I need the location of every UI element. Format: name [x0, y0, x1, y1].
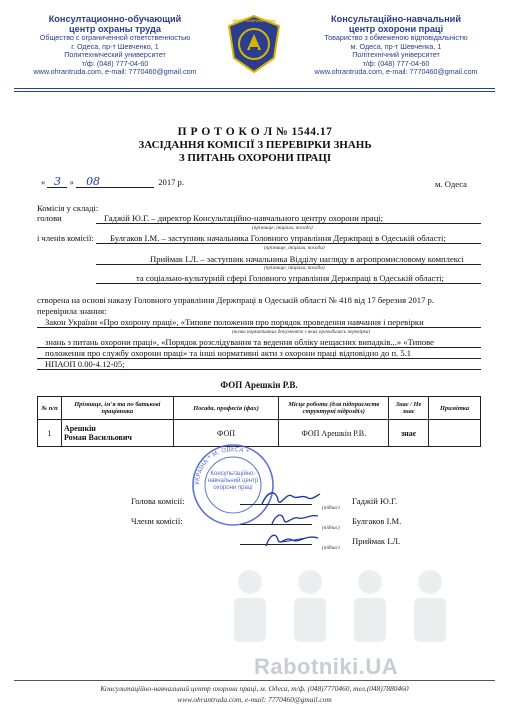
header-left: [20, 14, 210, 77]
cell-number: 1: [38, 420, 62, 447]
basis-law-3: положення про службу охорони праці» та інші нормативні акти з охорони праці відповідно до п. 5.1: [37, 348, 481, 359]
commission-member-2b: та соціально-культурній сфері Головного управління Держпраці в Одеській області;: [96, 273, 481, 284]
sign-member-2-name: Приймак І.Л.: [352, 536, 401, 546]
cell-name: Арешкін Роман Васильович: [61, 420, 173, 447]
header-right-line1: Товариство з обмеженою відповідальністю: [324, 33, 468, 42]
sign-member-2-hint: (підпис): [322, 545, 340, 551]
date-open-quote: «: [41, 177, 46, 187]
th-position: Посада, професія (фах): [173, 397, 279, 420]
company-name: ФОП Арешкін Р.В.: [220, 380, 298, 390]
header-right-line5: www.ohrantruda.com, e-mail: 7770460@gmail.com: [314, 67, 478, 77]
commission-member-2-hint: (прізвище, ініціали, посада): [264, 265, 325, 271]
header-left-line5: www.ohrantruda.com, e-mail: 7770460@gmail.com: [33, 67, 197, 77]
footer-line-2: www.ohrantruda.com, e-mail: 7770460@gmail.com: [177, 695, 332, 704]
stamp-inner-2: навчальний центр: [207, 478, 259, 484]
header-right-title2: центр охорони праці: [348, 24, 444, 34]
header-right: [298, 14, 494, 77]
protocol-subtitle-2: З ПИТАНЬ ОХОРОНИ ПРАЦІ: [178, 152, 332, 164]
header-left-line3: Политехнический университет: [64, 50, 166, 60]
header-right-line4: т/ф: (048) 777-04-60: [362, 58, 430, 68]
commission-member-1: Булгаков І.М. – заступник начальника Головного управління Держпраці в Одеській області;: [96, 233, 481, 244]
sign-members-label: Члени комісії:: [131, 516, 183, 526]
date-close-quote: »: [69, 177, 74, 187]
stamp-inner-3: охорони праці: [213, 485, 253, 491]
commission-members-label: і членів комісії:: [37, 233, 94, 243]
header-left-line2: г. Одеса, пр-т Шевченко, 1: [71, 41, 159, 51]
th-note: Примітка: [429, 397, 481, 420]
stamp-inner-1: Консультаційно-: [210, 471, 256, 477]
header-left-title1: Консултационно-обучающий: [48, 14, 182, 24]
date-city: м. Одеса: [435, 179, 467, 189]
logo-text: ЦЕНТР ОХОРОНИ ПРАЦІ: [232, 19, 276, 23]
header-left-line1: Общество с ограниченной ответственностью: [39, 33, 191, 42]
cell-result: знає: [389, 420, 429, 447]
basis-order: створена на основі наказу Головного управління Держпраці в Одеській області № 418 від 17 березня 2017 р.: [37, 295, 434, 305]
date-line: [41, 177, 481, 193]
stamp-outer-text: УКРАЇНА * М. ОДЕСА *: [193, 445, 250, 486]
footer-line-1: Консультаційно-навчальний центр охорони праці, м. Одеса, т/ф. (048)7770460, тел.(048)7880460: [100, 684, 409, 693]
sign-member-1-hint: (підпис): [322, 525, 340, 531]
protocol-subtitle-1: ЗАСІДАННЯ КОМІСІЇ З ПЕРЕВІРКИ ЗНАНЬ: [138, 139, 372, 151]
header-left-title2: центр охраны труда: [69, 24, 161, 34]
date-year: 2017 р.: [158, 177, 184, 187]
sign-head-hint: (підпис): [322, 505, 340, 511]
commission-head: Гаджій Ю.Г. – директор Консультаційно-навчального центру охорони праці;: [96, 213, 481, 224]
basis-checked-label: перевірила знання:: [37, 306, 107, 316]
date-month: 08: [76, 177, 154, 188]
commission-label: Комісія у складі:: [37, 203, 99, 213]
attestation-table: [37, 396, 481, 447]
th-name: Прізвище, ім'я та по батькові працівника: [61, 397, 173, 420]
header-right-line2: м. Одеса, пр-т Шевченка, 1: [350, 41, 442, 51]
watermark-text: Rabotniki.UA: [254, 654, 399, 679]
commission-member-2a: Приймак І.Л. – заступник начальника Відділу нагляду в агропромисловому комплексі: [96, 254, 481, 265]
header-divider: [14, 88, 495, 92]
cell-position: ФОП: [173, 420, 279, 447]
basis-law-hint: (назва нормативних документів з яких проводилась перевірка): [232, 329, 371, 335]
header-right-title1: Консультаційно-навчальний: [331, 14, 461, 24]
header-left-line4: т/ф: (048) 777-04-60: [81, 58, 149, 68]
logo: [226, 14, 282, 74]
watermark-figures: [220, 556, 480, 666]
th-number: № п/п: [38, 397, 62, 420]
commission-head-hint: (прізвище, ініціали, посада): [252, 225, 313, 231]
commission-member-1-hint: (прізвище, ініціали, посада): [264, 245, 325, 251]
sign-head-name: Гаджій Ю.Г.: [352, 496, 398, 506]
protocol-title: П Р О Т О К О Л № 1544.17: [177, 126, 333, 138]
stamp-inner: [205, 471, 261, 492]
cell-note: [429, 420, 481, 447]
th-workplace: Місце роботи (для підприємств структурні підрозділ): [279, 397, 389, 420]
header-right-line3: Політехнічний університет: [352, 50, 440, 60]
basis-law-2: знань з питань охорони праці», «Порядок розслідування та ведення обліку нещасних випадків...» «Типове: [37, 337, 481, 348]
th-result: Знає / Не знає: [389, 397, 429, 420]
commission-head-label: голови: [37, 213, 62, 223]
sign-head-label: Голова комісії:: [131, 496, 185, 506]
cell-workplace: ФОП Арешкін Р.В.: [279, 420, 389, 447]
sign-member-2-signature: [262, 528, 322, 555]
table-header-row: [38, 397, 481, 420]
basis-law-4: НПАОП 0.00-4.12-05;: [37, 359, 481, 370]
footer-divider: [14, 680, 495, 681]
sign-member-1-name: Булгаков І.М.: [352, 516, 402, 526]
date-day: 3: [47, 177, 67, 188]
basis-law-1: Закон України «Про охорону праці», «Типове положення про порядок проведення навчання і перевірки: [37, 317, 481, 328]
